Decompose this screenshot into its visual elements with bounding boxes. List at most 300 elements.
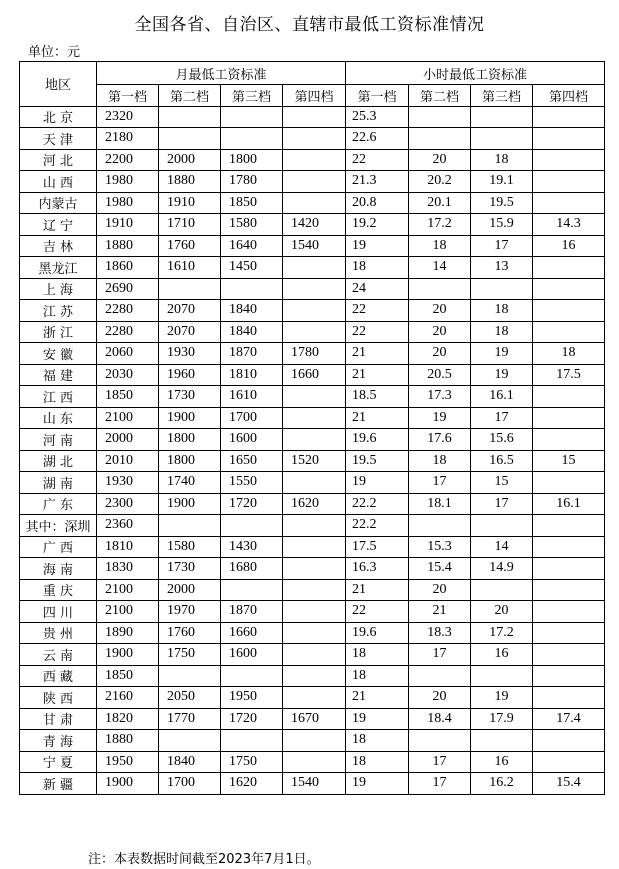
hourly-tier-3-cell: 14 (471, 536, 533, 558)
table-row (20, 730, 605, 752)
monthly-tier-2-cell: 1930 (159, 343, 221, 365)
header-hourly: 小时最低工资标准 (346, 62, 605, 85)
monthly-tier-2-cell (159, 665, 221, 687)
region-cell: 青 海 (20, 730, 97, 752)
hourly-tier-3-cell: 18 (471, 300, 533, 322)
monthly-tier-2-cell: 1880 (159, 171, 221, 193)
monthly-tier-1-cell: 1900 (97, 644, 159, 666)
region-cell: 河 南 (20, 429, 97, 451)
table-row (20, 343, 605, 365)
hourly-tier-1-cell: 19.5 (346, 450, 409, 472)
monthly-tier-2-cell: 1910 (159, 192, 221, 214)
monthly-tier-4-cell (283, 687, 346, 709)
hourly-tier-2-cell: 20 (409, 343, 471, 365)
table-row (20, 493, 605, 515)
monthly-tier-1-cell: 2180 (97, 128, 159, 150)
table-row (20, 128, 605, 150)
monthly-tier-1-cell: 1900 (97, 773, 159, 795)
hourly-tier-2-cell (409, 278, 471, 300)
hourly-tier-2-cell: 20 (409, 579, 471, 601)
header-hourly-tier-1: 第一档 (346, 85, 409, 107)
hourly-tier-2-cell: 14 (409, 257, 471, 279)
page-title: 全国各省、自治区、直辖市最低工资标准情况 (134, 15, 485, 35)
hourly-tier-3-cell: 19 (471, 364, 533, 386)
region-cell: 西 藏 (20, 665, 97, 687)
monthly-tier-3-cell: 1810 (221, 364, 283, 386)
hourly-tier-1-cell: 21 (346, 579, 409, 601)
table-row (20, 386, 605, 408)
hourly-tier-2-cell: 17.3 (409, 386, 471, 408)
header-region: 地区 (20, 62, 97, 107)
region-cell: 广 西 (20, 536, 97, 558)
monthly-tier-4-cell (283, 429, 346, 451)
monthly-tier-1-cell: 1980 (97, 192, 159, 214)
monthly-tier-1-cell: 2160 (97, 687, 159, 709)
hourly-tier-4-cell: 15.4 (533, 773, 605, 795)
hourly-tier-1-cell: 22.6 (346, 128, 409, 150)
region-cell: 浙 江 (20, 321, 97, 343)
monthly-tier-3-cell: 1640 (221, 235, 283, 257)
region-cell: 山 西 (20, 171, 97, 193)
monthly-tier-2-cell: 1900 (159, 493, 221, 515)
region-cell: 河 北 (20, 149, 97, 171)
region-cell: 其中：深圳 (20, 515, 97, 537)
region-cell: 新 疆 (20, 773, 97, 795)
region-cell: 上 海 (20, 278, 97, 300)
hourly-tier-3-cell (471, 515, 533, 537)
hourly-tier-3-cell (471, 579, 533, 601)
monthly-tier-2-cell (159, 128, 221, 150)
hourly-tier-4-cell (533, 622, 605, 644)
hourly-tier-1-cell: 22 (346, 321, 409, 343)
hourly-tier-4-cell: 16.1 (533, 493, 605, 515)
hourly-tier-4-cell (533, 278, 605, 300)
hourly-tier-1-cell: 22 (346, 601, 409, 623)
monthly-tier-1-cell: 1850 (97, 386, 159, 408)
monthly-tier-4-cell (283, 644, 346, 666)
monthly-tier-4-cell: 1620 (283, 493, 346, 515)
table-row (20, 601, 605, 623)
hourly-tier-1-cell: 19 (346, 235, 409, 257)
monthly-tier-3-cell (221, 515, 283, 537)
table-row (20, 257, 605, 279)
hourly-tier-3-cell: 17 (471, 493, 533, 515)
footnote: 注：本表数据时间截至2023年7月1日。 (88, 852, 320, 867)
table-row (20, 536, 605, 558)
monthly-tier-4-cell: 1670 (283, 708, 346, 730)
monthly-tier-4-cell (283, 751, 346, 773)
monthly-tier-1-cell: 1950 (97, 751, 159, 773)
monthly-tier-3-cell: 1750 (221, 751, 283, 773)
monthly-tier-4-cell (283, 278, 346, 300)
hourly-tier-2-cell (409, 730, 471, 752)
monthly-tier-3-cell: 1600 (221, 644, 283, 666)
hourly-tier-4-cell (533, 558, 605, 580)
monthly-tier-1-cell: 2300 (97, 493, 159, 515)
monthly-tier-3-cell (221, 730, 283, 752)
hourly-tier-2-cell (409, 515, 471, 537)
monthly-tier-2-cell: 2070 (159, 321, 221, 343)
monthly-tier-3-cell: 1450 (221, 257, 283, 279)
hourly-tier-4-cell: 17.4 (533, 708, 605, 730)
monthly-tier-4-cell (283, 622, 346, 644)
hourly-tier-3-cell: 18 (471, 321, 533, 343)
region-cell: 广 东 (20, 493, 97, 515)
region-cell: 山 东 (20, 407, 97, 429)
hourly-tier-1-cell: 20.8 (346, 192, 409, 214)
hourly-tier-1-cell: 21.3 (346, 171, 409, 193)
monthly-tier-1-cell: 1890 (97, 622, 159, 644)
region-cell: 海 南 (20, 558, 97, 580)
monthly-tier-1-cell: 2000 (97, 429, 159, 451)
monthly-tier-3-cell: 1700 (221, 407, 283, 429)
monthly-tier-4-cell (283, 321, 346, 343)
monthly-tier-2-cell: 2050 (159, 687, 221, 709)
region-cell: 江 西 (20, 386, 97, 408)
monthly-tier-3-cell: 1720 (221, 708, 283, 730)
hourly-tier-3-cell: 19 (471, 343, 533, 365)
hourly-tier-2-cell: 17.6 (409, 429, 471, 451)
hourly-tier-3-cell: 19.5 (471, 192, 533, 214)
hourly-tier-2-cell: 20.1 (409, 192, 471, 214)
hourly-tier-1-cell: 22.2 (346, 493, 409, 515)
monthly-tier-2-cell: 2070 (159, 300, 221, 322)
table-row (20, 687, 605, 709)
region-cell: 宁 夏 (20, 751, 97, 773)
header-monthly-tier-2: 第二档 (159, 85, 221, 107)
hourly-tier-2-cell (409, 665, 471, 687)
header-monthly-tier-1: 第一档 (97, 85, 159, 107)
hourly-tier-1-cell: 22 (346, 300, 409, 322)
hourly-tier-3-cell: 13 (471, 257, 533, 279)
region-cell: 安 徽 (20, 343, 97, 365)
hourly-tier-4-cell (533, 601, 605, 623)
hourly-tier-4-cell (533, 536, 605, 558)
monthly-tier-3-cell (221, 128, 283, 150)
table-row (20, 149, 605, 171)
hourly-tier-2-cell: 15.4 (409, 558, 471, 580)
hourly-tier-4-cell (533, 171, 605, 193)
monthly-tier-1-cell: 2200 (97, 149, 159, 171)
region-cell: 福 建 (20, 364, 97, 386)
hourly-tier-4-cell: 15 (533, 450, 605, 472)
table-row (20, 214, 605, 236)
monthly-tier-2-cell: 1750 (159, 644, 221, 666)
monthly-tier-1-cell: 2100 (97, 579, 159, 601)
monthly-tier-3-cell: 1720 (221, 493, 283, 515)
monthly-tier-1-cell: 2030 (97, 364, 159, 386)
region-cell: 陕 西 (20, 687, 97, 709)
hourly-tier-4-cell (533, 386, 605, 408)
monthly-tier-2-cell: 1770 (159, 708, 221, 730)
monthly-tier-4-cell (283, 192, 346, 214)
monthly-tier-4-cell: 1660 (283, 364, 346, 386)
hourly-tier-3-cell: 17.2 (471, 622, 533, 644)
monthly-tier-1-cell: 1850 (97, 665, 159, 687)
monthly-tier-1-cell: 2280 (97, 300, 159, 322)
hourly-tier-4-cell (533, 730, 605, 752)
hourly-tier-3-cell (471, 128, 533, 150)
table-row (20, 751, 605, 773)
monthly-tier-4-cell (283, 472, 346, 494)
monthly-tier-3-cell: 1870 (221, 601, 283, 623)
header-hourly-tier-4: 第四档 (533, 85, 605, 107)
monthly-tier-3-cell: 1840 (221, 300, 283, 322)
hourly-tier-4-cell (533, 429, 605, 451)
monthly-tier-2-cell: 1580 (159, 536, 221, 558)
monthly-tier-4-cell (283, 407, 346, 429)
hourly-tier-2-cell: 17 (409, 644, 471, 666)
header-monthly-tier-4: 第四档 (283, 85, 346, 107)
table-row (20, 171, 605, 193)
monthly-tier-3-cell: 1950 (221, 687, 283, 709)
hourly-tier-1-cell: 19.2 (346, 214, 409, 236)
hourly-tier-4-cell: 16 (533, 235, 605, 257)
hourly-tier-1-cell: 19.6 (346, 429, 409, 451)
monthly-tier-3-cell: 1800 (221, 149, 283, 171)
monthly-tier-1-cell: 1930 (97, 472, 159, 494)
hourly-tier-3-cell: 18 (471, 149, 533, 171)
hourly-tier-3-cell: 16 (471, 644, 533, 666)
monthly-tier-2-cell: 1760 (159, 235, 221, 257)
hourly-tier-4-cell (533, 751, 605, 773)
hourly-tier-2-cell: 17 (409, 773, 471, 795)
hourly-tier-2-cell: 17 (409, 751, 471, 773)
hourly-tier-2-cell: 20 (409, 149, 471, 171)
monthly-tier-2-cell: 1800 (159, 429, 221, 451)
unit-label: 单位：元 (28, 45, 81, 60)
hourly-tier-2-cell: 17.2 (409, 214, 471, 236)
hourly-tier-2-cell: 17 (409, 472, 471, 494)
hourly-tier-2-cell (409, 128, 471, 150)
hourly-tier-2-cell: 20 (409, 300, 471, 322)
hourly-tier-4-cell (533, 149, 605, 171)
hourly-tier-3-cell: 16.1 (471, 386, 533, 408)
monthly-tier-4-cell (283, 579, 346, 601)
hourly-tier-4-cell (533, 665, 605, 687)
region-cell: 湖 北 (20, 450, 97, 472)
hourly-tier-1-cell: 18 (346, 730, 409, 752)
monthly-tier-3-cell: 1580 (221, 214, 283, 236)
monthly-tier-2-cell: 1960 (159, 364, 221, 386)
monthly-tier-4-cell (283, 300, 346, 322)
monthly-tier-3-cell: 1680 (221, 558, 283, 580)
hourly-tier-4-cell (533, 192, 605, 214)
table-row (20, 192, 605, 214)
hourly-tier-1-cell: 19 (346, 708, 409, 730)
hourly-tier-3-cell: 19.1 (471, 171, 533, 193)
monthly-tier-2-cell: 2000 (159, 149, 221, 171)
table-row (20, 665, 605, 687)
hourly-tier-4-cell (533, 472, 605, 494)
table-row (20, 300, 605, 322)
hourly-tier-2-cell: 18.3 (409, 622, 471, 644)
hourly-tier-2-cell: 19 (409, 407, 471, 429)
monthly-tier-3-cell: 1850 (221, 192, 283, 214)
hourly-tier-4-cell (533, 407, 605, 429)
hourly-tier-3-cell: 16 (471, 751, 533, 773)
monthly-tier-3-cell: 1780 (221, 171, 283, 193)
hourly-tier-4-cell (533, 579, 605, 601)
hourly-tier-2-cell (409, 106, 471, 128)
region-cell: 贵 州 (20, 622, 97, 644)
monthly-tier-1-cell: 2010 (97, 450, 159, 472)
monthly-tier-4-cell: 1520 (283, 450, 346, 472)
hourly-tier-3-cell: 15 (471, 472, 533, 494)
monthly-tier-3-cell: 1600 (221, 429, 283, 451)
table-row (20, 429, 605, 451)
hourly-tier-2-cell: 18 (409, 450, 471, 472)
monthly-tier-2-cell: 1730 (159, 558, 221, 580)
hourly-tier-2-cell: 15.3 (409, 536, 471, 558)
monthly-tier-1-cell: 2100 (97, 407, 159, 429)
table-row (20, 364, 605, 386)
table-row (20, 407, 605, 429)
hourly-tier-2-cell: 20.5 (409, 364, 471, 386)
monthly-tier-3-cell (221, 278, 283, 300)
hourly-tier-1-cell: 25.3 (346, 106, 409, 128)
hourly-tier-3-cell (471, 730, 533, 752)
region-cell: 重 庆 (20, 579, 97, 601)
monthly-tier-2-cell: 1700 (159, 773, 221, 795)
hourly-tier-4-cell: 18 (533, 343, 605, 365)
table-row (20, 106, 605, 128)
table-row (20, 450, 605, 472)
table-row (20, 235, 605, 257)
region-cell: 内蒙古 (20, 192, 97, 214)
hourly-tier-1-cell: 18 (346, 257, 409, 279)
hourly-tier-2-cell: 21 (409, 601, 471, 623)
region-cell: 江 苏 (20, 300, 97, 322)
hourly-tier-3-cell: 17 (471, 407, 533, 429)
header-hourly-tier-3: 第三档 (471, 85, 533, 107)
monthly-tier-1-cell: 2100 (97, 601, 159, 623)
hourly-tier-4-cell (533, 257, 605, 279)
header-monthly: 月最低工资标准 (97, 62, 346, 85)
region-cell: 黑龙江 (20, 257, 97, 279)
region-cell: 北 京 (20, 106, 97, 128)
monthly-tier-2-cell: 1760 (159, 622, 221, 644)
hourly-tier-3-cell (471, 278, 533, 300)
monthly-tier-3-cell: 1620 (221, 773, 283, 795)
region-cell: 云 南 (20, 644, 97, 666)
monthly-tier-3-cell (221, 579, 283, 601)
monthly-tier-4-cell (283, 171, 346, 193)
monthly-tier-4-cell (283, 536, 346, 558)
monthly-tier-4-cell (283, 515, 346, 537)
hourly-tier-3-cell: 19 (471, 687, 533, 709)
monthly-tier-4-cell (283, 386, 346, 408)
hourly-tier-3-cell (471, 106, 533, 128)
table-row (20, 558, 605, 580)
region-cell: 甘 肃 (20, 708, 97, 730)
hourly-tier-3-cell: 16.2 (471, 773, 533, 795)
monthly-tier-1-cell: 2360 (97, 515, 159, 537)
monthly-tier-4-cell (283, 558, 346, 580)
monthly-tier-3-cell: 1610 (221, 386, 283, 408)
hourly-tier-4-cell: 17.5 (533, 364, 605, 386)
monthly-tier-1-cell: 2690 (97, 278, 159, 300)
monthly-tier-3-cell: 1430 (221, 536, 283, 558)
monthly-tier-3-cell: 1650 (221, 450, 283, 472)
monthly-tier-4-cell: 1420 (283, 214, 346, 236)
region-cell: 吉 林 (20, 235, 97, 257)
monthly-tier-4-cell (283, 257, 346, 279)
monthly-tier-2-cell: 1730 (159, 386, 221, 408)
hourly-tier-1-cell: 21 (346, 687, 409, 709)
monthly-tier-2-cell (159, 278, 221, 300)
hourly-tier-4-cell (533, 644, 605, 666)
hourly-tier-1-cell: 16.3 (346, 558, 409, 580)
hourly-tier-3-cell: 15.6 (471, 429, 533, 451)
monthly-tier-1-cell: 1820 (97, 708, 159, 730)
region-cell: 湖 南 (20, 472, 97, 494)
table-row (20, 472, 605, 494)
hourly-tier-3-cell: 16.5 (471, 450, 533, 472)
hourly-tier-1-cell: 21 (346, 407, 409, 429)
monthly-tier-2-cell: 1800 (159, 450, 221, 472)
monthly-tier-2-cell: 1970 (159, 601, 221, 623)
hourly-tier-4-cell (533, 106, 605, 128)
hourly-tier-1-cell: 18.5 (346, 386, 409, 408)
hourly-tier-3-cell: 14.9 (471, 558, 533, 580)
table-row (20, 579, 605, 601)
hourly-tier-3-cell (471, 665, 533, 687)
hourly-tier-3-cell: 17.9 (471, 708, 533, 730)
hourly-tier-2-cell: 18.1 (409, 493, 471, 515)
hourly-tier-1-cell: 18 (346, 751, 409, 773)
monthly-tier-1-cell: 1980 (97, 171, 159, 193)
monthly-tier-4-cell (283, 601, 346, 623)
region-cell: 四 川 (20, 601, 97, 623)
monthly-tier-2-cell (159, 515, 221, 537)
hourly-tier-1-cell: 22.2 (346, 515, 409, 537)
table-row (20, 321, 605, 343)
header-monthly-tier-3: 第三档 (221, 85, 283, 107)
header-hourly-tier-2: 第二档 (409, 85, 471, 107)
table-row (20, 278, 605, 300)
monthly-tier-1-cell: 1830 (97, 558, 159, 580)
monthly-tier-2-cell: 2000 (159, 579, 221, 601)
hourly-tier-1-cell: 21 (346, 364, 409, 386)
monthly-tier-4-cell: 1540 (283, 773, 346, 795)
monthly-tier-4-cell: 1540 (283, 235, 346, 257)
monthly-tier-2-cell: 1610 (159, 257, 221, 279)
hourly-tier-1-cell: 21 (346, 343, 409, 365)
hourly-tier-4-cell (533, 687, 605, 709)
monthly-tier-2-cell (159, 730, 221, 752)
monthly-tier-3-cell: 1550 (221, 472, 283, 494)
hourly-tier-1-cell: 18 (346, 644, 409, 666)
hourly-tier-1-cell: 19.6 (346, 622, 409, 644)
monthly-tier-4-cell (283, 149, 346, 171)
monthly-tier-2-cell: 1840 (159, 751, 221, 773)
monthly-tier-1-cell: 2280 (97, 321, 159, 343)
monthly-tier-2-cell: 1740 (159, 472, 221, 494)
table-row (20, 622, 605, 644)
monthly-tier-2-cell (159, 106, 221, 128)
hourly-tier-1-cell: 24 (346, 278, 409, 300)
monthly-tier-2-cell: 1710 (159, 214, 221, 236)
hourly-tier-4-cell (533, 300, 605, 322)
monthly-tier-1-cell: 2320 (97, 106, 159, 128)
hourly-tier-3-cell: 15.9 (471, 214, 533, 236)
hourly-tier-2-cell: 18.4 (409, 708, 471, 730)
hourly-tier-3-cell: 17 (471, 235, 533, 257)
monthly-tier-3-cell (221, 106, 283, 128)
hourly-tier-1-cell: 17.5 (346, 536, 409, 558)
hourly-tier-2-cell: 20 (409, 321, 471, 343)
